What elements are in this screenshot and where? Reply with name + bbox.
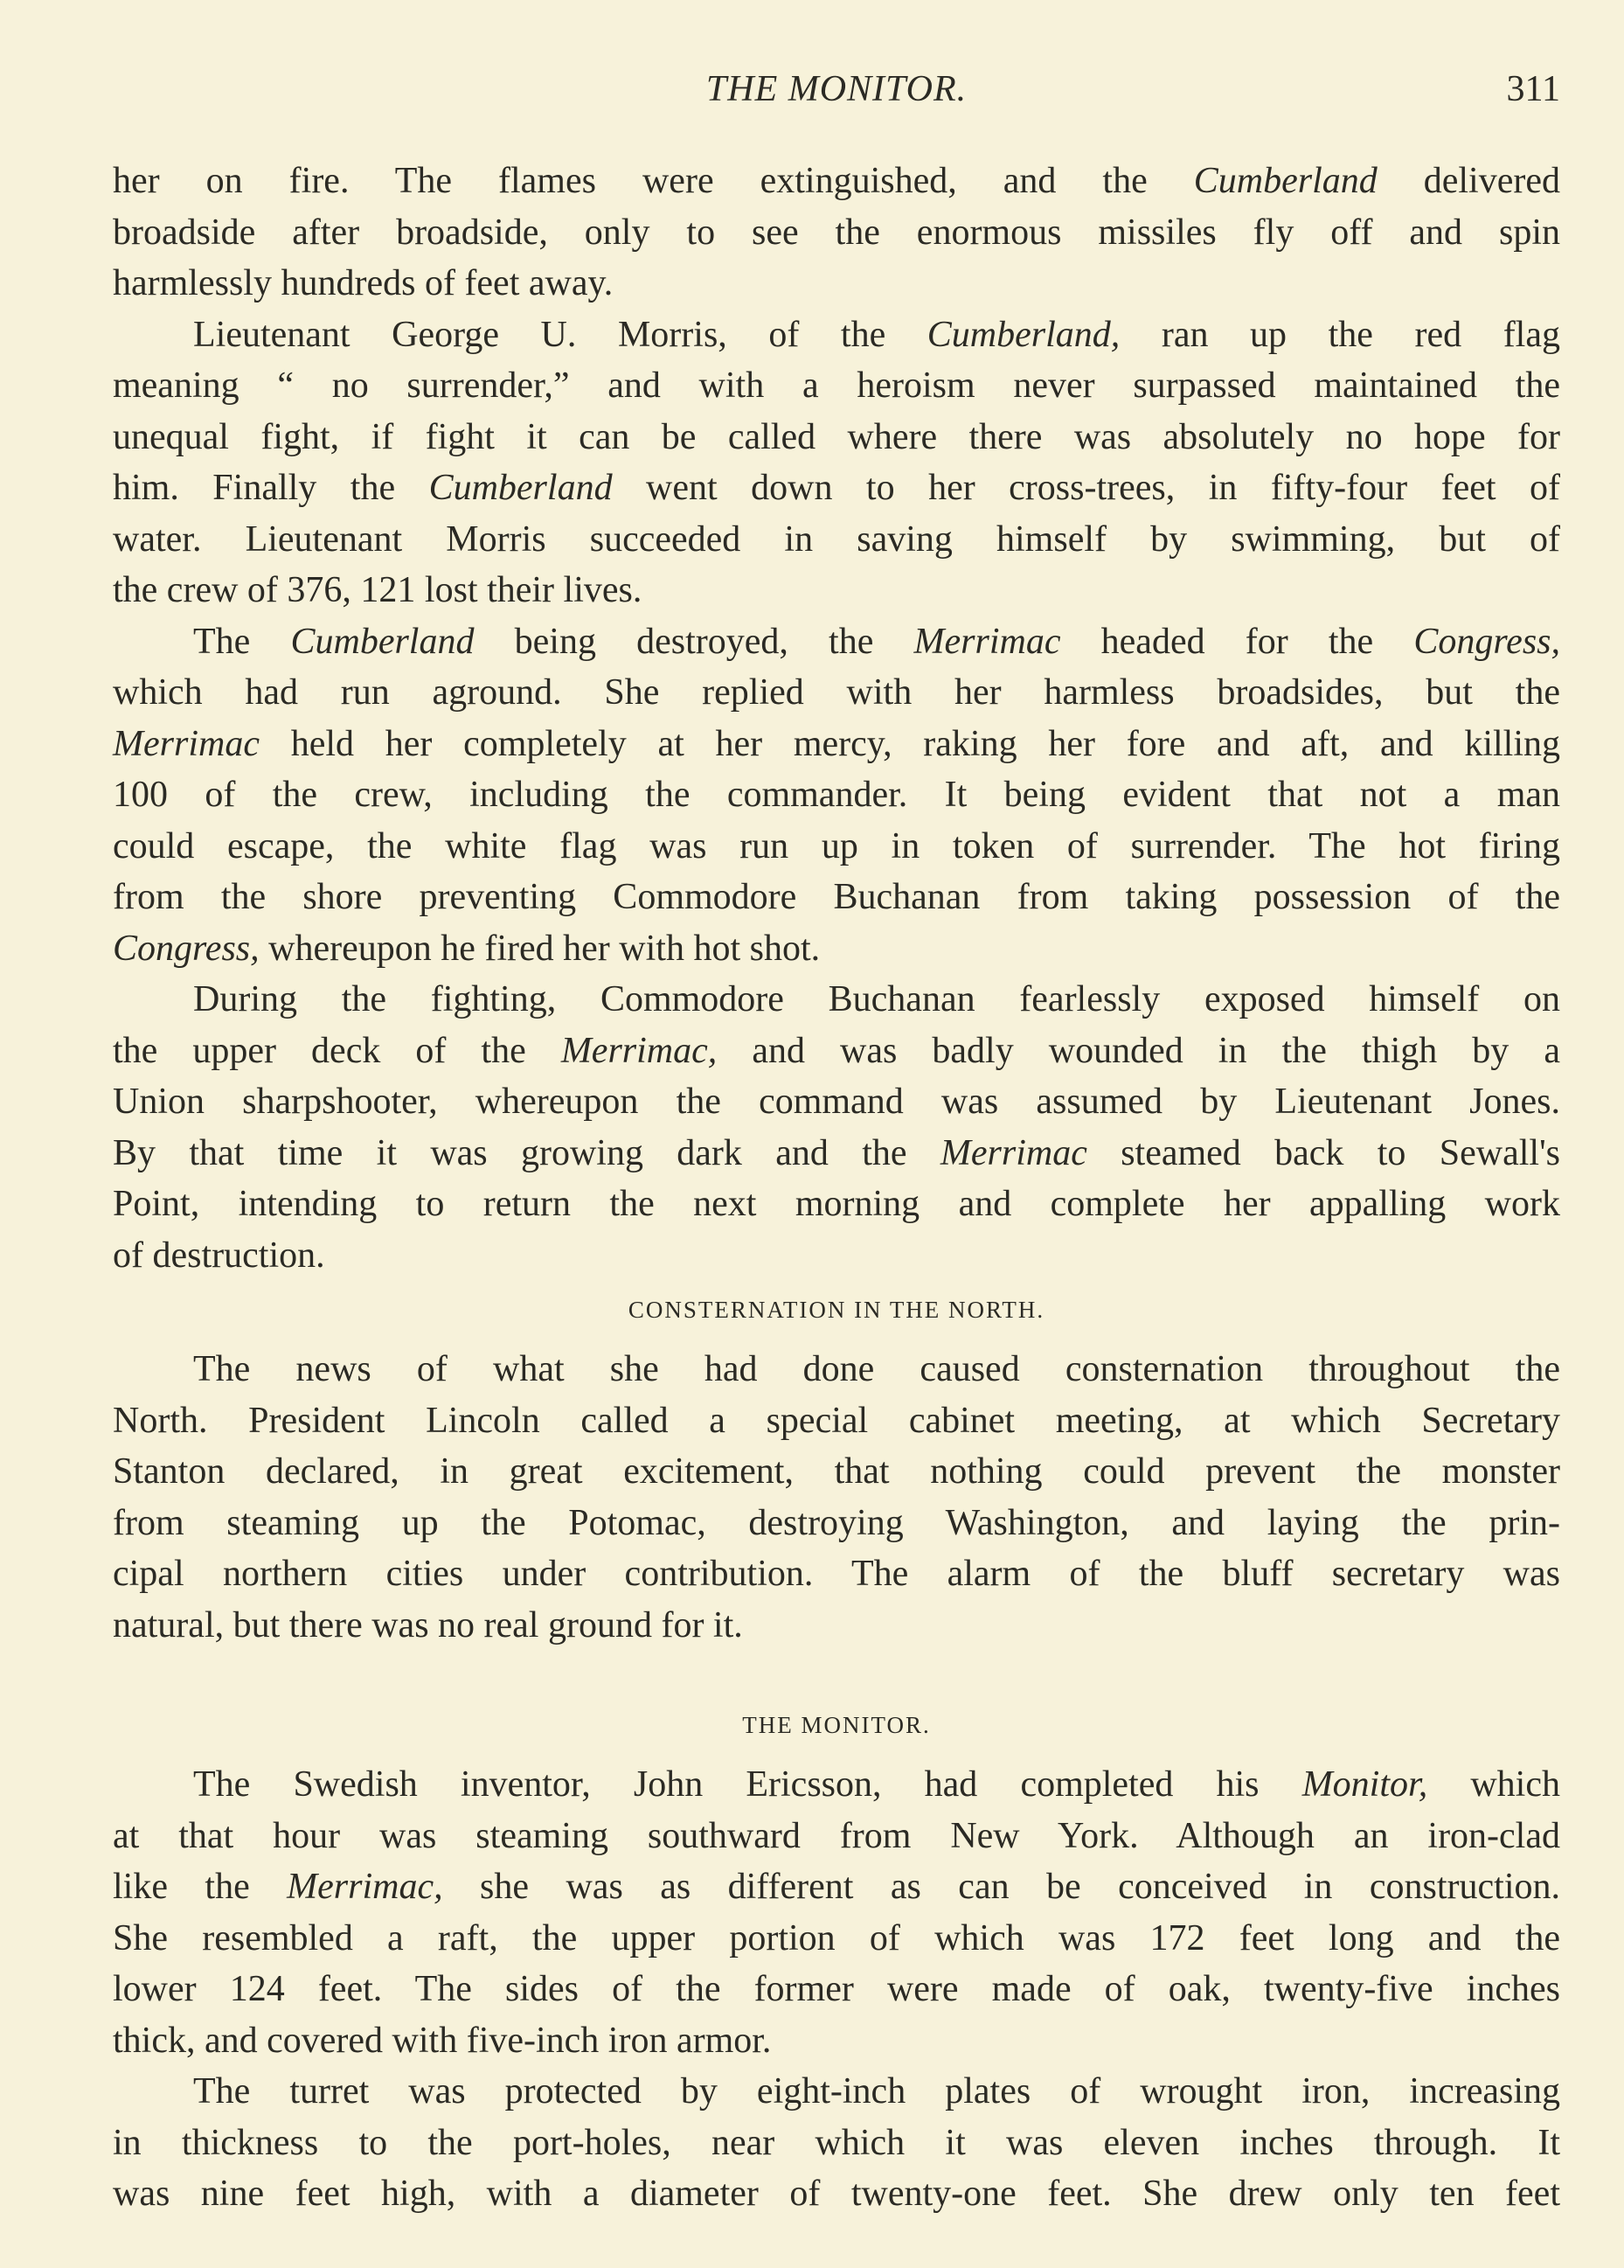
text-line (113, 1964, 1560, 2015)
page-body (113, 156, 1560, 2220)
text-run: her on fire. The flames were extinguished, and the (113, 161, 1194, 201)
paragraph (113, 156, 1560, 310)
text-run: natural, but there was no real ground for it. (113, 1604, 743, 1645)
text-line (113, 719, 1560, 770)
text-run: delivered (1377, 161, 1560, 201)
text-line (113, 1026, 1560, 1077)
paragraph (113, 974, 1560, 1281)
ship-name: Cumberland (290, 621, 475, 662)
text-run: thick, and covered with five-inch iron armor. (113, 2020, 772, 2061)
paragraph (113, 2066, 1560, 2220)
ship-name: Merrimac, (287, 1867, 443, 1907)
text-line (113, 1811, 1560, 1862)
text-run: being destroyed, the (474, 621, 914, 662)
text-run: The news of what she had done caused consternation throughout the (193, 1349, 1560, 1389)
paragraph (113, 310, 1560, 616)
text-line (113, 360, 1560, 412)
text-line (113, 1600, 1560, 1652)
text-run: held her completely at her mercy, raking her fore and aft, and killing (259, 723, 1560, 764)
text-run: from steaming up the Potomac, destroying Washington, and laying the prin- (113, 1502, 1560, 1543)
text-line (113, 667, 1560, 719)
text-line (113, 872, 1560, 923)
text-run: like the (113, 1867, 288, 1907)
text-run: harmlessly hundreds of feet away. (113, 263, 614, 303)
text-run: lower 124 feet. The sides of the former were made of oak, twenty-five inches (113, 1969, 1560, 2009)
running-head (113, 68, 1560, 121)
text-line (113, 310, 1560, 361)
text-run: and was badly wounded in the thigh by a (717, 1030, 1560, 1071)
running-head-title: THE MONITOR. (705, 69, 968, 109)
text-line (113, 565, 1560, 616)
text-run: Point, intending to return the next morning and complete her appalling work (113, 1184, 1560, 1224)
text-line (113, 2168, 1560, 2220)
text-run: Lieutenant George U. Morris, of the (193, 314, 927, 355)
text-run: By that time it was growing dark and the (113, 1132, 940, 1173)
text-line (113, 2118, 1560, 2169)
text-run: meaning “ no surrender,” and with a heroism never surpassed maintained the (113, 365, 1560, 406)
text-line (113, 1548, 1560, 1600)
text-line (113, 514, 1560, 566)
text-run: Stanton declared, in great excitement, that nothing could prevent the monster (113, 1451, 1560, 1492)
text-line (113, 1128, 1560, 1179)
text-line (113, 1395, 1560, 1447)
text-run: in thickness to the port-holes, near which it was eleven inches through. It (113, 2122, 1560, 2163)
ship-name: Merrimac (940, 1132, 1087, 1173)
text-line (113, 1446, 1560, 1498)
text-line (113, 1913, 1560, 1965)
ship-name: Cumberland (1193, 161, 1378, 201)
text-run: Union sharpshooter, whereupon the command was assumed by Lieutenant Jones. (113, 1082, 1560, 1122)
ship-name: Congress, (1413, 621, 1561, 662)
page-number: 311 (1506, 69, 1560, 109)
ship-name: Monitor, (1301, 1764, 1428, 1805)
text-run: was nine feet high, with a diameter of twenty-one feet. She drew only ten feet (113, 2174, 1560, 2214)
text-line (113, 1498, 1560, 1549)
text-line (113, 207, 1560, 259)
text-line (113, 769, 1560, 821)
text-line (113, 1759, 1560, 1811)
text-line (113, 974, 1560, 1026)
paragraph (113, 1344, 1560, 1651)
text-run: whereupon he fired her with hot shot. (259, 928, 821, 969)
ship-name: Merrimac (113, 723, 260, 764)
text-run: from the shore preventing Commodore Buchanan from taking possession of the (113, 877, 1560, 917)
text-run: 100 of the crew, including the commander. It being evident that not a man (113, 775, 1560, 815)
text-run: ran up the red flag (1120, 314, 1560, 355)
ship-name: Cumberland, (927, 314, 1121, 355)
text-run: She resembled a raft, the upper portion of which was 172 feet long and the (113, 1917, 1560, 1958)
text-run: at that hour was steaming southward from New York. Although an iron-clad (113, 1815, 1560, 1856)
ship-name: Merrimac, (560, 1030, 718, 1071)
text-run: the upper deck of the (113, 1030, 561, 1071)
text-line (113, 258, 1560, 310)
paragraph (113, 616, 1560, 975)
text-line (113, 412, 1560, 463)
section-heading: THE MONITOR. (742, 1712, 931, 1738)
text-line (113, 1230, 1560, 1282)
text-run: could escape, the white flag was run up in token of surrender. The hot firing (113, 825, 1560, 866)
text-run: the crew of 376, 121 lost their lives. (113, 570, 642, 610)
text-run: unequal fight, if fight it can be called where there was absolutely no hope for (113, 416, 1560, 457)
text-line (113, 2066, 1560, 2118)
text-line (113, 821, 1560, 873)
text-line (113, 923, 1560, 975)
section-heading: CONSTERNATION IN THE NORTH. (628, 1297, 1045, 1323)
ship-name: Congress, (113, 928, 260, 969)
text-run: water. Lieutenant Morris succeeded in saving himself by swimming, but of (113, 518, 1560, 560)
text-run: went down to her cross-trees, in fifty-four feet of (612, 468, 1560, 508)
text-run: steamed back to Sewall's (1086, 1132, 1560, 1173)
text-line (113, 2015, 1560, 2067)
text-run: which had run aground. She replied with her harmless broadsides, but the (113, 672, 1560, 713)
text-line (113, 616, 1560, 668)
text-run: North. President Lincoln called a special cabinet meeting, at which Secretary (113, 1400, 1560, 1441)
text-run: broadside after broadside, only to see the enormous missiles fly off and spin (113, 212, 1560, 253)
text-run: During the fighting, Commodore Buchanan fearlessly exposed himself on (193, 979, 1560, 1019)
text-run: of destruction. (113, 1235, 325, 1276)
text-run: The Swedish inventor, John Ericsson, had completed his (193, 1764, 1302, 1805)
paragraph (113, 1759, 1560, 2066)
text-run: she was as different as can be conceived in construction. (442, 1867, 1560, 1907)
text-run: headed for the (1060, 621, 1414, 662)
text-line (113, 1344, 1560, 1395)
text-run: The (193, 621, 291, 662)
text-line (113, 1076, 1560, 1128)
text-line (113, 156, 1560, 207)
text-run: The turret was protected by eight-inch plates of wrought iron, increasing (193, 2071, 1560, 2111)
ship-name: Merrimac (913, 621, 1061, 662)
ship-name: Cumberland (428, 468, 613, 508)
text-line (113, 1861, 1560, 1913)
text-line (113, 463, 1560, 514)
text-run: which (1427, 1764, 1560, 1805)
text-run: him. Finally the (113, 468, 429, 508)
text-run: cipal northern cities under contribution. The alarm of the bluff secretary was (113, 1554, 1560, 1594)
text-line (113, 1179, 1560, 1230)
